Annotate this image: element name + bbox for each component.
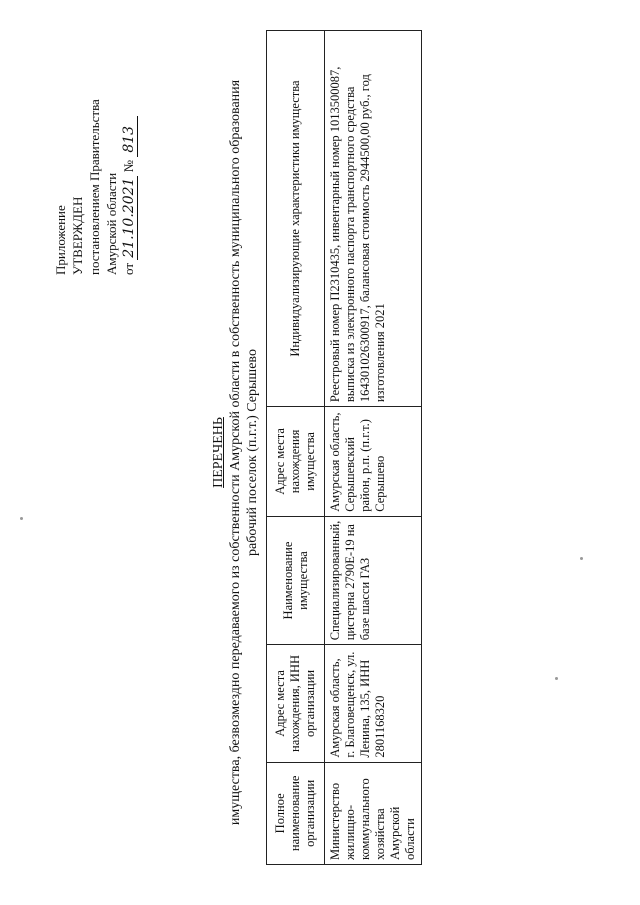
header-property-name: Наименование имущества bbox=[267, 516, 325, 645]
table-header-row bbox=[267, 31, 325, 865]
document-title bbox=[210, 50, 261, 855]
scan-speck bbox=[20, 517, 23, 520]
cell-org-name: Министерство жилищно-коммунального хозяйства Амурской области bbox=[325, 762, 422, 864]
header-org-name: Полное наименование организации bbox=[267, 762, 325, 864]
cell-org-address: Амурская область, г. Благовещенск, ул. Ленина, 135, ИНН 2801168320 bbox=[325, 645, 422, 762]
title-line-2: рабочий поселок (п.г.т.) Серышево bbox=[245, 349, 260, 556]
title-heading: ПЕРЕЧЕНЬ bbox=[211, 417, 226, 488]
title-line-1: имущества, безвозмездно передаваемого из собственности Амурской области в собственность муниципального образования bbox=[228, 79, 243, 826]
approval-date-line bbox=[120, 15, 138, 275]
approved-label: УТВЕРЖДЕН bbox=[70, 196, 85, 275]
appendix-label: Приложение bbox=[53, 205, 68, 275]
approval-block bbox=[52, 15, 138, 275]
cell-property-name: Специализированный, цистерна 2790Е-19 на базе шасси ГАЗ bbox=[325, 516, 422, 645]
cell-characteristics: Реестровый номер П2310435, инвентарный номер 1013500087, выписка из электронного паспорта транспортного средства 164301026300917, балансовая стоимость 2944500,00 руб., год изготовления 2021 bbox=[325, 31, 422, 407]
table-row bbox=[325, 31, 422, 865]
number-prefix: № bbox=[121, 159, 136, 173]
header-characteristics: Индивидуализирующие характеристики имущества bbox=[267, 31, 325, 407]
approval-number: 813 bbox=[121, 116, 138, 157]
header-property-address: Адрес места нахождения имущества bbox=[267, 407, 325, 517]
approved-region: Амурской области bbox=[104, 172, 119, 275]
header-org-address: Адрес места нахождения, ИНН организации bbox=[267, 645, 325, 762]
approved-by: постановлением Правительства bbox=[87, 99, 102, 275]
cell-property-address: Амурская область, Серышевский район, р.п. (п.г.т.) Серышево bbox=[325, 407, 422, 517]
scan-speck bbox=[555, 677, 558, 680]
date-prefix: от bbox=[121, 262, 136, 275]
property-table bbox=[266, 30, 422, 865]
approval-date: 21.10.2021 bbox=[121, 177, 137, 258]
scan-speck bbox=[580, 557, 583, 560]
